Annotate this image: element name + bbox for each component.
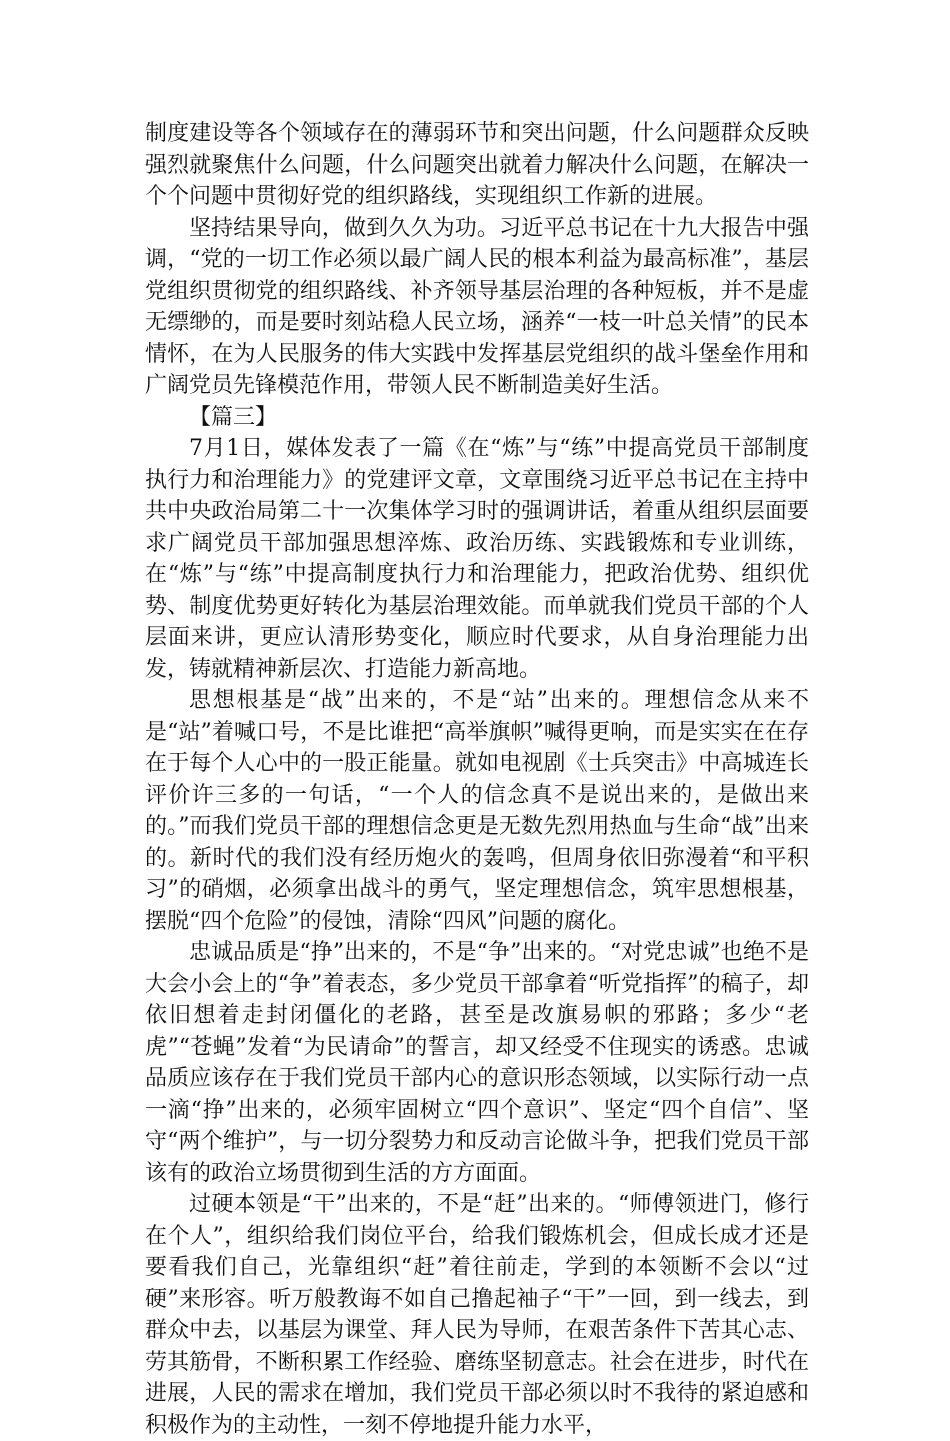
paragraph-result-orientation: 坚持结果导向，做到久久为功。习近平总书记在十九大报告中强调，“党的一切工作必须以最广阔人民的根本利益为最高标准”，基层党组织贯彻党的组织路线、补齐领导基层治理的各种短板，并不是虚无缥缈的，而是要时刻站稳人民立场，涵养“一枝一叶总关情”的民本情怀，在为人民服务的伟大实践中发挥基层党组织的战斗堡垒作用和广阔党员先锋模范作用，带领人民不断制造美好生活。: [145, 215, 809, 398]
paragraph-ideological-foundation: 思想根基是“战”出来的，不是“站”出来的。理想信念从来不是“站”着喊口号，不是比谁把“高举旗帜”喊得更响，而是实实在在存在于每个人心中的一股正能量。就如电视剧《士兵突击》中高城连长评价许三多的一句话，“一个人的信念真不是说出来的，是做出来的。”而我们党员干部的理想信念更是无数先烈用热血与生命“战”出来的。新时代的我们没有经历炮火的轰鸣，但周身依旧弥漫着“和平积习”的硝烟，必须拿出战斗的勇气，坚定理想信念，筑牢思想根基，摆脱“四个危险”的侵蚀，清除“四风”问题的腐化。: [145, 688, 809, 934]
paragraph-continuation: 制度建设等各个领域存在的薄弱环节和突出问题，什么问题群众反映强烈就聚焦什么问题，什么问题突出就着力解决什么问题，在解决一个个问题中贯彻好党的组织路线，实现组织工作新的进展。: [145, 121, 809, 209]
document-page: [145, 118, 809, 1441]
paragraph-skills: 过硬本领是“干”出来的，不是“赶”出来的。“师傅领进门，修行在个人”，组织给我们岗位平台，给我们锻炼机会，但成长成才还是要看我们自己，光靠组织“赶”着往前走，学到的本领断不会以“过硬”来形容。听万般教诲不如自己撸起袖子“干”一回，到一线去，到群众中去，以基层为课堂、拜人民为导师，在艰苦条件下苦其心志、劳其筋骨，不断积累工作经验、磨练坚韧意志。社会在进步，时代在进展，人民的需求在增加，我们党员干部必须以时不我待的紧迫感和积极作为的主动性，一刻不停地提升能力水平，: [145, 1192, 809, 1438]
paragraph-loyalty: 忠诚品质是“挣”出来的，不是“争”出来的。“对党忠诚”也绝不是大会小会上的“争”着表态，多少党员干部拿着“听党指挥”的稿子，却依旧想着走封闭僵化的老路，甚至是改旗易帜的邪路；多少“老虎”“苍蝇”发着“为民请命”的誓言，却又经受不住现实的诱惑。忠诚品质应该存在于我们党员干部内心的意识形态领域，以实际行动一点一滴“挣”出来的，必须牢固树立“四个意识”、坚定“四个自信”、坚守“两个维护”，与一切分裂势力和反动言论做斗争，把我们党员干部该有的政治立场贯彻到生活的方方面面。: [145, 940, 810, 1186]
paragraph-intro: 7月1日，媒体发表了一篇《在“炼”与“练”中提高党员干部制度执行力和治理能力》的党建评文章，文章围绕习近平总书记在主持中共中央政治局第二十一次集体学习时的强调讲话，着重从组织层面要求广阔党员干部加强思想淬炼、政治历练、实践锻炼和专业训练，在“炼”与“练”中提高制度执行力和治理能力，把政治优势、组织优势、制度优势更好转化为基层治理效能。而单就我们党员干部的个人层面来讲，更应认清形势变化，顺应时代要求，从自身治理能力出发，铸就精神新层次、打造能力新高地。: [145, 436, 809, 682]
section-heading: 【篇三】: [189, 404, 278, 430]
